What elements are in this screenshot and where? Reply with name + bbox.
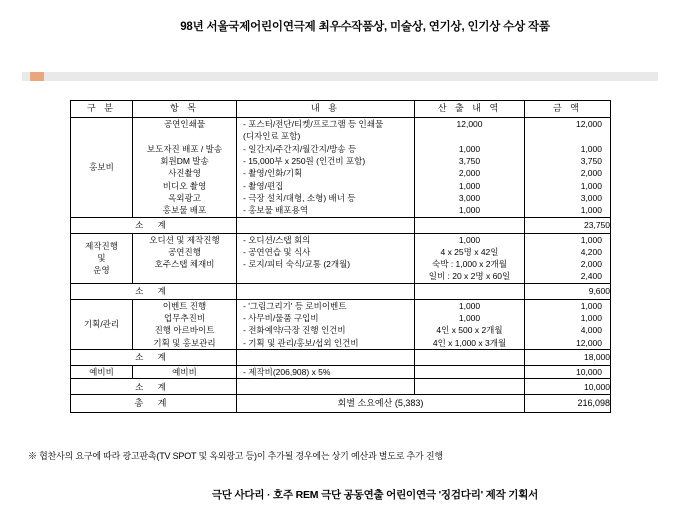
desc-line: - 촬영/편집 [243, 180, 284, 191]
footnote: ※ 협찬사의 요구에 따라 광고판촉(TV SPOT 및 옥외광고 등)이 추가될 경우에는 상기 예산과 별도로 추가 진행 [28, 451, 443, 461]
amount-line: 1,000 [580, 234, 602, 245]
amount-line: 10,000 [576, 367, 602, 377]
page-title: 98년 서울국제어린이연극제 최우수작품상, 미술상, 연기상, 인기상 수상 작품 [180, 21, 550, 33]
amount-line: 1,000 [580, 143, 602, 154]
item-label: 이벤트 진행 [162, 300, 207, 311]
section-category-production [71, 233, 133, 283]
table-row [71, 299, 611, 349]
desc-line: - 포스터/전단/티켓/프로그램 등 인쇄물 [243, 119, 384, 129]
category-line: 및 [97, 252, 106, 263]
amount-line: 2,400 [580, 271, 602, 282]
calc-line: 1,000 [458, 143, 481, 154]
description-column-reserve [237, 366, 415, 379]
calc-line: 12,000 [456, 119, 483, 129]
calc-line: 4인 x 1,000 x 3개월 [432, 337, 507, 348]
calc-line: 1,000 [458, 180, 481, 191]
description-column-production [237, 233, 415, 283]
col-header-amount: 금 액 [525, 101, 611, 118]
amount-line: 3,750 [580, 155, 602, 166]
subtotal-label: 소 계 [71, 350, 237, 366]
decorative-accent-bar [22, 72, 658, 81]
col-header-calculation: 산 출 내 역 [415, 101, 525, 118]
amount-line: 2,000 [580, 168, 602, 179]
calculation-column-promotion [415, 118, 525, 218]
amount-line: 1,000 [580, 300, 602, 311]
section-category-reserve: 예비비 [71, 366, 133, 379]
subtotal-amount: 9,600 [525, 283, 611, 299]
item-label: 비디오 촬영 [162, 180, 207, 191]
amount-column-planning [525, 299, 611, 349]
item-label: 회원DM 발송 [160, 155, 209, 166]
description-column-promotion [237, 118, 415, 218]
section-category-planning: 기획/관리 [71, 299, 133, 349]
calc-line: 1,000 [458, 234, 481, 245]
subtotal-blank [415, 283, 525, 299]
subtotal-blank [237, 379, 415, 395]
item-label: 호주스탭 체재비 [154, 259, 215, 270]
calculation-column-production [415, 233, 525, 283]
budget-table [70, 100, 611, 413]
item-label: 홍보물 배포 [162, 205, 207, 216]
subtotal-label: 소 계 [71, 379, 237, 395]
subtotal-row-production [71, 283, 611, 299]
grand-total-label: 총 계 [71, 395, 237, 413]
amount-line: 12,000 [576, 337, 602, 348]
calc-line: 1,000 [458, 205, 481, 216]
subtotal-row-reserve [71, 379, 611, 395]
item-label: 옥외광고 [168, 192, 201, 203]
amount-line: 4,000 [580, 325, 602, 336]
subtotal-label: 소 계 [71, 217, 237, 233]
desc-line: - 홍보물 배포용역 [243, 205, 309, 216]
calc-line: 3,000 [458, 192, 481, 203]
subtotal-amount: 10,000 [525, 379, 611, 395]
calc-line: 2,000 [458, 168, 481, 179]
table-row [71, 118, 611, 218]
calc-line: 1,000 [458, 313, 481, 324]
subtotal-amount: 23,750 [525, 217, 611, 233]
col-header-category: 구 분 [71, 101, 133, 118]
item-label: 예비비 [172, 367, 197, 377]
item-label: 보도자진 배포 / 발송 [146, 143, 223, 154]
table-header-row [71, 101, 611, 118]
calc-line: 일비 : 20 x 2명 x 60일 [428, 271, 511, 282]
desc-line: - 극장 설치/대형, 소형) 배너 등 [243, 192, 356, 203]
item-label: 사진촬영 [168, 168, 201, 179]
subtotal-row-planning [71, 350, 611, 366]
grand-total-amount: 216,098 [525, 395, 611, 413]
desc-line: - 15,000부 x 250원 (인건비 포함) [243, 155, 366, 166]
table-row [71, 366, 611, 379]
calc-line: 3,750 [458, 155, 481, 166]
amount-column-production [525, 233, 611, 283]
desc-line: - 일간지/주간지/월간지/방송 등 [243, 143, 357, 154]
desc-line: - 오디션/스탭 회의 [243, 234, 311, 245]
amount-line: 1,000 [580, 180, 602, 191]
item-column-production [133, 233, 237, 283]
calc-line: 숙박 : 1,000 x 2개월 [432, 259, 507, 270]
subtotal-amount: 18,000 [525, 350, 611, 366]
amount-column-promotion [525, 118, 611, 218]
desc-line: - 로지/피터 숙식/교통 (2개월) [243, 259, 351, 270]
subtotal-blank [415, 217, 525, 233]
desc-line: - 촬영/인화/기획 [243, 168, 303, 179]
category-line: 제작진행 [85, 240, 118, 251]
accent-swatch [30, 72, 44, 81]
calc-line: 4 x 25명 x 42일 [440, 246, 499, 257]
calculation-column-planning [415, 299, 525, 349]
calc-line: 4인 x 500 x 2개월 [436, 325, 503, 336]
subtotal-blank [237, 350, 415, 366]
amount-column-reserve [525, 366, 611, 379]
item-label: 업무추진비 [163, 313, 206, 324]
subtotal-blank [415, 350, 525, 366]
item-label: 기획 및 홍보관리 [153, 337, 216, 348]
subtotal-label: 소 계 [71, 283, 237, 299]
amount-line: 1,000 [580, 205, 602, 216]
section-category-promotion: 홍보비 [71, 118, 133, 218]
col-header-description: 내 용 [237, 101, 415, 118]
grand-total-note: 회별 소요예산 (5,383) [237, 395, 525, 413]
description-column-planning [237, 299, 415, 349]
grand-total-row [71, 395, 611, 413]
amount-line: 1,000 [580, 313, 602, 324]
calc-line: 1,000 [458, 300, 481, 311]
desc-line: - 공연연습 및 식사 [243, 246, 311, 257]
subtotal-row-promotion [71, 217, 611, 233]
desc-line: - 기획 및 관리/홍보/섭외 인건비 [243, 337, 359, 348]
item-label: 공연진행 [168, 246, 201, 257]
col-header-item: 항 목 [133, 101, 237, 118]
table-row [71, 233, 611, 283]
calculation-column-reserve [415, 366, 525, 379]
item-label: 진행 아르바이트 [154, 325, 215, 336]
item-label: 오디션 및 제작진행 [149, 234, 220, 245]
item-column-promotion [133, 118, 237, 218]
amount-line: 4,200 [580, 246, 602, 257]
item-column-reserve [133, 366, 237, 379]
desc-line: - 제작비(206,908) x 5% [243, 367, 331, 377]
desc-line: - 전화예약/극장 진행 인건비 [243, 325, 346, 336]
amount-line: 3,000 [580, 192, 602, 203]
document-footer: 극단 사다리 · 호주 REM 극단 공동연출 어린이연극 '징검다리' 제작 기획서 [211, 489, 539, 501]
desc-line: - 사무비/물품 구입비 [243, 313, 319, 324]
desc-line: (디자인료 포함) [243, 131, 301, 142]
amount-line: 2,000 [580, 259, 602, 270]
subtotal-blank [237, 217, 415, 233]
subtotal-blank [237, 283, 415, 299]
amount-line: 12,000 [576, 119, 602, 129]
category-line: 운영 [93, 265, 110, 276]
item-label: 공연인쇄물 [163, 119, 206, 129]
item-column-planning [133, 299, 237, 349]
desc-line: - '그림그리기' 등 로비이벤트 [243, 300, 347, 311]
subtotal-blank [415, 379, 525, 395]
